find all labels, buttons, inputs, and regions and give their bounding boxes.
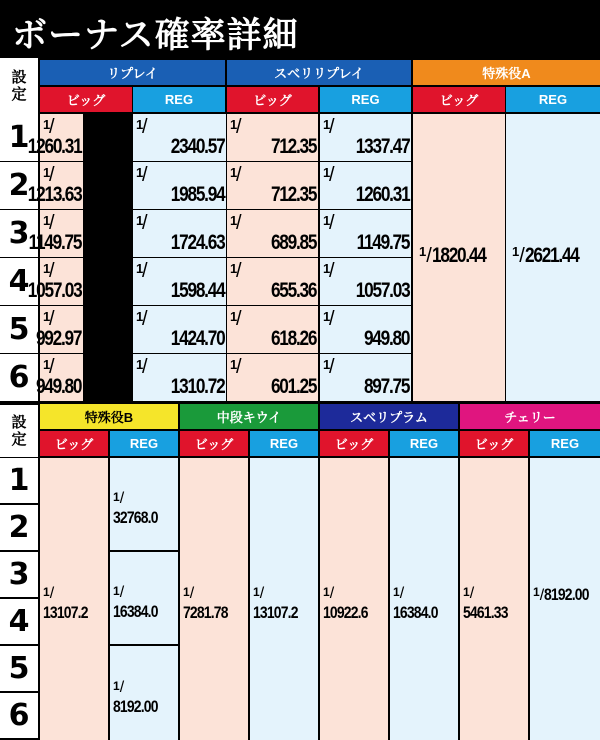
- numerator: 1: [113, 584, 120, 598]
- sub-header-big: ビッグ: [40, 87, 132, 112]
- denominator: 2340.57: [170, 135, 224, 158]
- denominator: 2621.44: [524, 243, 579, 267]
- numerator: 1: [393, 585, 400, 599]
- numerator: 1: [113, 490, 120, 504]
- denominator: 1337.47: [355, 135, 409, 158]
- sub-header-reg: REG: [390, 431, 458, 456]
- numerator: 1: [136, 261, 144, 276]
- page-title: ボーナス確率詳細: [12, 16, 299, 56]
- numerator: 1: [136, 357, 144, 372]
- probability-cell: [227, 114, 318, 161]
- denominator: 7281.78: [183, 603, 228, 622]
- setting-number: 2: [0, 505, 38, 550]
- fraction-slash: /: [329, 356, 335, 378]
- setting-number: 5: [0, 306, 38, 353]
- sub-header-big: ビッグ: [180, 431, 248, 456]
- fraction: [320, 585, 388, 623]
- fraction: [110, 584, 178, 622]
- probability-cell: [227, 354, 318, 401]
- probability-cell: [27, 162, 83, 209]
- group-header-tokushu-b: 特殊役B: [40, 404, 178, 429]
- numerator: 1: [136, 213, 144, 228]
- denominator: 10922.6: [323, 603, 368, 622]
- probability-cell: [320, 162, 411, 209]
- chudan-kiwi-big-cell: [180, 458, 248, 740]
- fraction-slash: /: [142, 116, 148, 138]
- fraction-slash: /: [49, 164, 55, 186]
- fraction-slash: /: [49, 212, 55, 234]
- probability-cell: [227, 210, 318, 257]
- probability-cell: [133, 306, 226, 353]
- group-header-tokushu-a: 特殊役A: [413, 60, 600, 85]
- numerator: 1: [323, 357, 331, 372]
- denominator: 1057.03: [27, 279, 81, 302]
- denominator: 949.80: [363, 327, 409, 350]
- denominator: 13107.2: [43, 603, 88, 622]
- fraction-slash: /: [519, 244, 525, 267]
- numerator: 1: [533, 585, 540, 599]
- denominator: 1260.31: [27, 135, 81, 158]
- fraction: [250, 585, 318, 623]
- probability-cell: [227, 162, 318, 209]
- fraction-slash: /: [49, 260, 55, 282]
- numerator: 1: [323, 261, 331, 276]
- setting-label-char: 定: [11, 86, 27, 103]
- numerator: 1: [230, 117, 238, 132]
- numerator: 1: [323, 585, 330, 599]
- probability-cell: [28, 210, 83, 257]
- fraction-slash: /: [119, 584, 125, 601]
- fraction: [110, 490, 178, 528]
- fraction-slash: /: [236, 308, 242, 330]
- denominator: 5461.33: [463, 603, 508, 622]
- setting-label-char: 定: [11, 431, 27, 448]
- numerator: 1: [323, 213, 331, 228]
- numerator: 1: [230, 165, 238, 180]
- numerator: 1: [230, 213, 238, 228]
- sub-header-big: ビッグ: [320, 431, 388, 456]
- fraction-slash: /: [236, 164, 242, 186]
- title-bar: [0, 0, 600, 58]
- numerator: 1: [323, 165, 331, 180]
- denominator: 1149.75: [356, 231, 409, 254]
- setting-number: 3: [0, 210, 38, 257]
- probability-cell: [227, 306, 318, 353]
- denominator: 897.75: [363, 375, 409, 398]
- fraction: [530, 585, 600, 605]
- denominator: 1424.70: [170, 327, 224, 350]
- probability-cell: [133, 114, 226, 161]
- probability-cell: [320, 114, 411, 161]
- denominator: 1149.75: [28, 231, 81, 254]
- tokushu-b-reg-cell-1-2: [110, 458, 178, 550]
- numerator: 1: [230, 357, 238, 372]
- fraction: [180, 585, 248, 623]
- setting-label: [0, 405, 38, 457]
- fraction-slash: /: [469, 585, 475, 602]
- fraction-slash: /: [142, 356, 148, 378]
- fraction: [506, 244, 600, 268]
- sub-header-big: ビッグ: [227, 87, 318, 112]
- group-header-replay: リプレイ: [40, 60, 225, 85]
- denominator: 1310.72: [170, 375, 224, 398]
- chudan-kiwi-reg-cell: [250, 458, 318, 740]
- group-header-cherry: チェリー: [460, 404, 600, 429]
- fraction: [460, 585, 528, 623]
- setting-number: 1: [0, 458, 38, 503]
- fraction: [110, 679, 178, 717]
- cherry-big-cell: [460, 458, 528, 740]
- numerator: 1: [183, 585, 190, 599]
- setting-number: 3: [0, 552, 38, 597]
- sub-header-reg: REG: [506, 87, 600, 112]
- fraction-slash: /: [426, 244, 432, 267]
- probability-cell: [27, 258, 83, 305]
- numerator: 1: [43, 165, 51, 180]
- probability-cell: [133, 258, 226, 305]
- sub-header-reg: REG: [250, 431, 318, 456]
- fraction-slash: /: [399, 585, 405, 602]
- setting-number: 4: [0, 258, 38, 305]
- denominator: 949.80: [35, 375, 81, 398]
- numerator: 1: [43, 585, 50, 599]
- fraction-slash: /: [329, 260, 335, 282]
- fraction-slash: /: [236, 356, 242, 378]
- setting-label-char: 設: [11, 69, 27, 86]
- probability-cell: [320, 306, 411, 353]
- fraction: [390, 585, 458, 623]
- sub-header-reg: REG: [133, 87, 225, 112]
- fraction-slash: /: [329, 212, 335, 234]
- cherry-reg-cell: [530, 458, 600, 740]
- denominator: 1820.44: [431, 243, 486, 267]
- denominator: 1598.44: [170, 279, 224, 302]
- denominator: 712.35: [270, 135, 316, 158]
- numerator: 1: [136, 117, 144, 132]
- setting-number: 5: [0, 646, 38, 691]
- fraction-slash: /: [236, 260, 242, 282]
- numerator: 1: [136, 309, 144, 324]
- numerator: 1: [43, 213, 51, 228]
- probability-cell: [320, 258, 411, 305]
- denominator: 1724.63: [170, 231, 224, 254]
- denominator: 1260.31: [355, 183, 409, 206]
- numerator: 1: [43, 309, 51, 324]
- denominator: 1985.94: [170, 183, 224, 206]
- denominator: 992.97: [35, 327, 81, 350]
- probability-cell: [133, 162, 226, 209]
- numerator: 1: [512, 243, 520, 259]
- sub-header-reg: REG: [110, 431, 178, 456]
- setting-number: 6: [0, 354, 38, 401]
- denominator: 13107.2: [253, 603, 298, 622]
- probability-cell: [320, 354, 411, 401]
- numerator: 1: [43, 117, 51, 132]
- fraction-slash: /: [49, 356, 55, 378]
- probability-cell: [133, 210, 226, 257]
- fraction-slash: /: [142, 164, 148, 186]
- fraction-slash: /: [259, 585, 265, 602]
- sub-header-reg: REG: [320, 87, 411, 112]
- fraction-slash: /: [189, 585, 195, 602]
- sub-header-big: ビッグ: [413, 87, 505, 112]
- denominator: 16384.0: [113, 602, 158, 621]
- probability-cell: [227, 258, 318, 305]
- numerator: 1: [419, 243, 427, 259]
- fraction-slash: /: [142, 260, 148, 282]
- probability-cell: [35, 354, 83, 401]
- numerator: 1: [43, 261, 51, 276]
- numerator: 1: [323, 117, 331, 132]
- tokushu-b-big-cell: [40, 458, 108, 740]
- denominator: 689.85: [270, 231, 316, 254]
- fraction: [413, 244, 505, 268]
- denominator: 32768.0: [113, 508, 158, 527]
- fraction-slash: /: [236, 212, 242, 234]
- fraction-slash: /: [142, 212, 148, 234]
- setting-label: [0, 58, 38, 114]
- denominator: 1057.03: [355, 279, 409, 302]
- fraction-slash: /: [49, 308, 55, 330]
- superi-plum-reg-cell: [390, 458, 458, 740]
- setting-number: 2: [0, 162, 38, 209]
- tokushu-a-reg-cell: [506, 114, 600, 401]
- fraction-slash: /: [49, 116, 55, 138]
- fraction-slash: /: [329, 164, 335, 186]
- probability-cell: [35, 306, 83, 353]
- fraction-slash: /: [236, 116, 242, 138]
- denominator: 712.35: [270, 183, 316, 206]
- tokushu-a-big-cell: [413, 114, 505, 401]
- fraction-slash: /: [119, 679, 125, 696]
- fraction-slash: /: [329, 585, 335, 602]
- denominator: 655.36: [270, 279, 316, 302]
- sub-header-big: ビッグ: [40, 431, 108, 456]
- numerator: 1: [253, 585, 260, 599]
- setting-label-char: 設: [11, 414, 27, 431]
- numerator: 1: [323, 309, 331, 324]
- group-header-superi-plum: スベリプラム: [320, 404, 458, 429]
- numerator: 1: [113, 679, 120, 693]
- denominator: 601.25: [270, 375, 316, 398]
- probability-cell: [133, 354, 226, 401]
- denominator: 8192.00: [544, 585, 589, 604]
- tokushu-b-reg-cell-3-4: [110, 552, 178, 644]
- fraction: [40, 585, 108, 623]
- setting-number: 1: [0, 114, 38, 161]
- numerator: 1: [43, 357, 51, 372]
- probability-cell: [27, 114, 83, 161]
- denominator: 1213.63: [27, 183, 81, 206]
- numerator: 1: [463, 585, 470, 599]
- setting-number: 6: [0, 693, 38, 738]
- sub-header-big: ビッグ: [460, 431, 528, 456]
- superi-plum-big-cell: [320, 458, 388, 740]
- numerator: 1: [230, 261, 238, 276]
- denominator: 16384.0: [393, 603, 438, 622]
- sub-header-reg: REG: [530, 431, 600, 456]
- numerator: 1: [230, 309, 238, 324]
- setting-number: 4: [0, 599, 38, 644]
- fraction-slash: /: [329, 116, 335, 138]
- numerator: 1: [136, 165, 144, 180]
- group-header-chudan-kiwi: 中段キウイ: [180, 404, 318, 429]
- fraction-slash: /: [142, 308, 148, 330]
- fraction-slash: /: [329, 308, 335, 330]
- fraction-slash: /: [539, 587, 545, 604]
- denominator: 618.26: [270, 327, 316, 350]
- denominator: 8192.00: [113, 697, 158, 716]
- group-header-superi-replay: スベリリプレイ: [227, 60, 411, 85]
- fraction-slash: /: [49, 585, 55, 602]
- probability-cell: [320, 210, 411, 257]
- tokushu-b-reg-cell-5-6: [110, 646, 178, 740]
- fraction-slash: /: [119, 490, 125, 507]
